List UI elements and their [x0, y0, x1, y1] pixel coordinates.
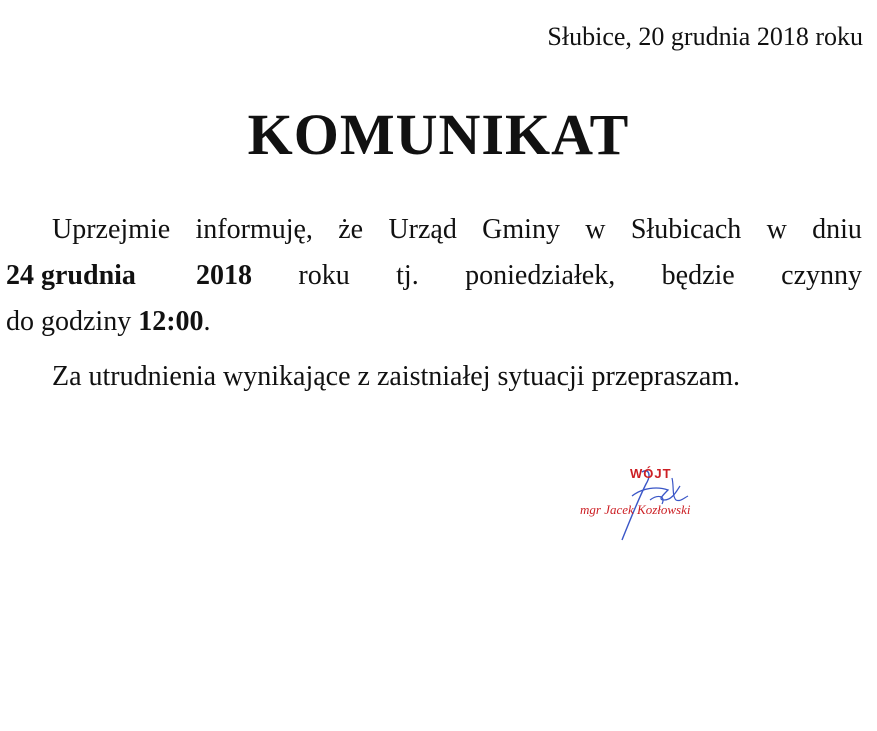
paragraph-announcement	[6, 207, 862, 345]
word: Uprzejmie	[52, 214, 171, 245]
signatory-title: WÓJT	[630, 466, 672, 481]
word: czynny	[781, 260, 862, 291]
paragraph-line-3	[6, 299, 862, 345]
closure-date-day-month: 24 grudnia	[6, 260, 136, 291]
word: tj.	[396, 260, 419, 291]
paragraph-line-2	[6, 253, 862, 299]
signature-block	[570, 466, 750, 546]
word: poniedziałek,	[465, 260, 616, 291]
word: że	[338, 214, 364, 245]
paragraph-apology: Za utrudnienia wynikające z zaistniałej sytuacji przepraszam.	[52, 361, 741, 392]
line-prefix: do godziny	[6, 306, 139, 337]
word: Słubicach	[630, 214, 742, 245]
word: dniu	[812, 214, 862, 245]
word: w	[766, 214, 787, 245]
word: roku	[298, 260, 350, 291]
closure-date-year: 2018	[195, 260, 252, 291]
word: Urząd	[388, 214, 457, 245]
signatory-name: mgr Jacek Kozłowski	[580, 502, 691, 517]
date-line: Słubice, 20 grudnia 2018 roku	[547, 22, 863, 51]
word: informuję,	[195, 214, 313, 245]
line-suffix: .	[203, 306, 211, 337]
paragraph-line-1	[6, 207, 862, 253]
closure-date	[6, 253, 252, 299]
word: Gminy	[482, 214, 560, 245]
closing-time: 12:00	[138, 306, 204, 337]
word: będzie	[661, 260, 735, 291]
document-title: KOMUNIKAT	[247, 102, 630, 167]
word: w	[585, 214, 606, 245]
